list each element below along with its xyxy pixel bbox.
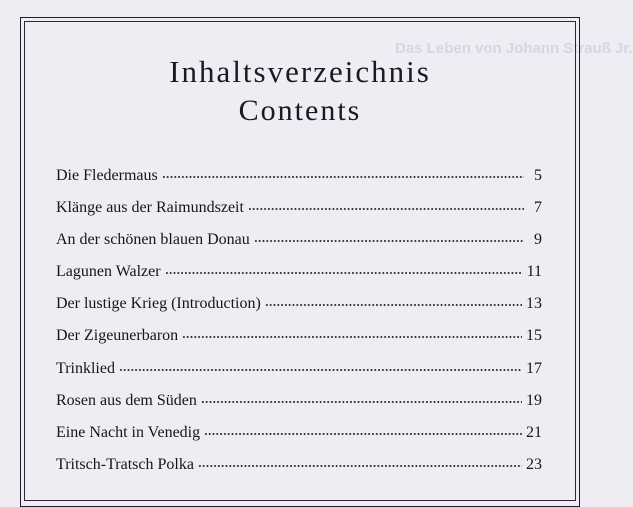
toc-entry[interactable] xyxy=(56,199,542,231)
toc-entry-page-number: 11 xyxy=(526,263,542,281)
toc-entry-title: Lagunen Walzer xyxy=(56,263,161,281)
toc-entry-title: Der Zigeunerbaron xyxy=(56,327,179,345)
toc-entry-title: Der lustige Krieg (Introduction) xyxy=(56,295,261,313)
toc-entry[interactable] xyxy=(56,327,542,359)
dot-leader xyxy=(204,433,522,435)
toc-entry-page-number: 13 xyxy=(526,295,542,313)
toc-entry-page-number: 17 xyxy=(526,359,542,377)
toc-entry[interactable] xyxy=(56,360,542,392)
dot-leader xyxy=(182,336,522,338)
table-of-contents xyxy=(56,167,542,488)
dot-leader xyxy=(162,176,524,178)
toc-entry-title: Eine Nacht in Venedig xyxy=(56,423,201,441)
toc-entry-page-number: 9 xyxy=(534,231,542,249)
toc-entry-page-number: 7 xyxy=(534,199,542,217)
dot-leader xyxy=(265,304,522,306)
heading-german: Inhaltsverzeichnis xyxy=(169,54,431,89)
toc-entry-title: Klänge aus der Raimundszeit xyxy=(56,199,244,217)
toc-entry-title: Tritsch-Tratsch Polka xyxy=(56,455,194,473)
toc-entry[interactable] xyxy=(56,424,542,456)
toc-entry-page-number: 15 xyxy=(526,327,542,345)
dot-leader xyxy=(201,401,522,403)
toc-entry[interactable] xyxy=(56,231,542,263)
dot-leader xyxy=(248,208,524,210)
dot-leader xyxy=(165,272,523,274)
toc-entry[interactable] xyxy=(56,456,542,488)
toc-entry[interactable] xyxy=(56,167,542,199)
toc-entry-page-number: 19 xyxy=(526,391,542,409)
bleed-through-title: Das Leben von Johann Strauß Jr. xyxy=(395,40,633,57)
toc-entry-page-number: 5 xyxy=(534,167,542,184)
dot-leader xyxy=(254,240,524,242)
toc-entry-title: An der schönen blauen Donau xyxy=(56,231,250,249)
toc-entry-page-number: 23 xyxy=(526,455,542,473)
toc-entry-title: Die Fledermaus xyxy=(56,167,158,184)
toc-entry-title: Trinklied xyxy=(56,359,115,377)
dot-leader xyxy=(119,369,522,371)
dot-leader xyxy=(198,465,522,467)
toc-entry[interactable] xyxy=(56,295,542,327)
toc-entry[interactable] xyxy=(56,263,542,295)
heading-english: Contents xyxy=(238,94,362,127)
toc-entry-page-number: 21 xyxy=(526,423,542,441)
toc-entry[interactable] xyxy=(56,392,542,424)
toc-entry-title: Rosen aus dem Süden xyxy=(56,391,197,409)
